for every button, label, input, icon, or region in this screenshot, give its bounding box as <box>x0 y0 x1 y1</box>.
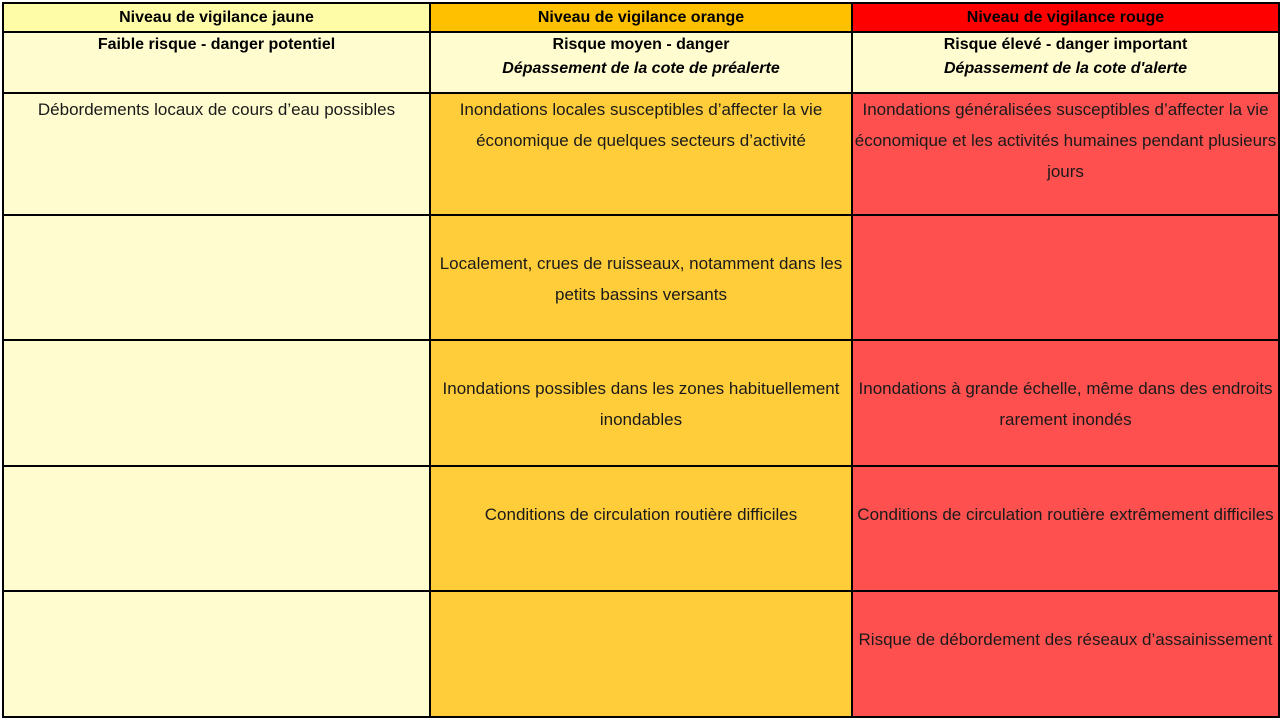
header-red-level: Niveau de vigilance rouge <box>852 3 1279 32</box>
table-cell-yellow <box>3 466 430 592</box>
table-row <box>3 466 1279 592</box>
header-yellow-risk-cell <box>3 32 430 93</box>
risk-header-row <box>3 32 1279 93</box>
header-red-risk: Risque élevé - danger important <box>943 36 1188 54</box>
header-red-risk-cell <box>852 32 1279 93</box>
header-yellow-risk: Faible risque - danger potentiel <box>97 36 336 54</box>
table-row <box>3 93 1279 215</box>
table-row <box>3 340 1279 466</box>
table-cell-red: Inondations à grande échelle, même dans des endroits rarement inondés <box>852 340 1279 466</box>
table-cell-orange: Conditions de circulation routière difficiles <box>430 466 852 592</box>
table-cell-yellow <box>3 215 430 341</box>
table-cell-orange: Localement, crues de ruisseaux, notamment dans les petits bassins versants <box>430 215 852 341</box>
table-cell-red: Risque de débordement des réseaux d’assainissement <box>852 591 1279 717</box>
table-cell-orange: Inondations locales susceptibles d’affecter la vie économique de quelques secteurs d’activité <box>430 93 852 215</box>
table-cell-red: Conditions de circulation routière extrêmement difficiles <box>852 466 1279 592</box>
table-cell-yellow <box>3 340 430 466</box>
table-cell-orange <box>430 591 852 717</box>
level-header-row <box>3 3 1279 32</box>
table-row <box>3 215 1279 341</box>
header-red-threshold: Dépassement de la cote d'alerte <box>943 60 1187 78</box>
header-orange-level: Niveau de vigilance orange <box>430 3 852 32</box>
table-cell-orange: Inondations possibles dans les zones habituellement inondables <box>430 340 852 466</box>
header-orange-risk-cell <box>430 32 852 93</box>
header-yellow-level: Niveau de vigilance jaune <box>3 3 430 32</box>
table-cell-yellow: Débordements locaux de cours d’eau possibles <box>3 93 430 215</box>
table-cell-red: Inondations généralisées susceptibles d’affecter la vie économique et les activités humaines pendant plusieurs jours <box>852 93 1279 215</box>
table-cell-red <box>852 215 1279 341</box>
header-orange-threshold: Dépassement de la cote de préalerte <box>502 60 780 78</box>
table-row <box>3 591 1279 717</box>
header-orange-risk: Risque moyen - danger <box>552 36 730 54</box>
vigilance-table <box>2 2 1280 718</box>
table-cell-yellow <box>3 591 430 717</box>
